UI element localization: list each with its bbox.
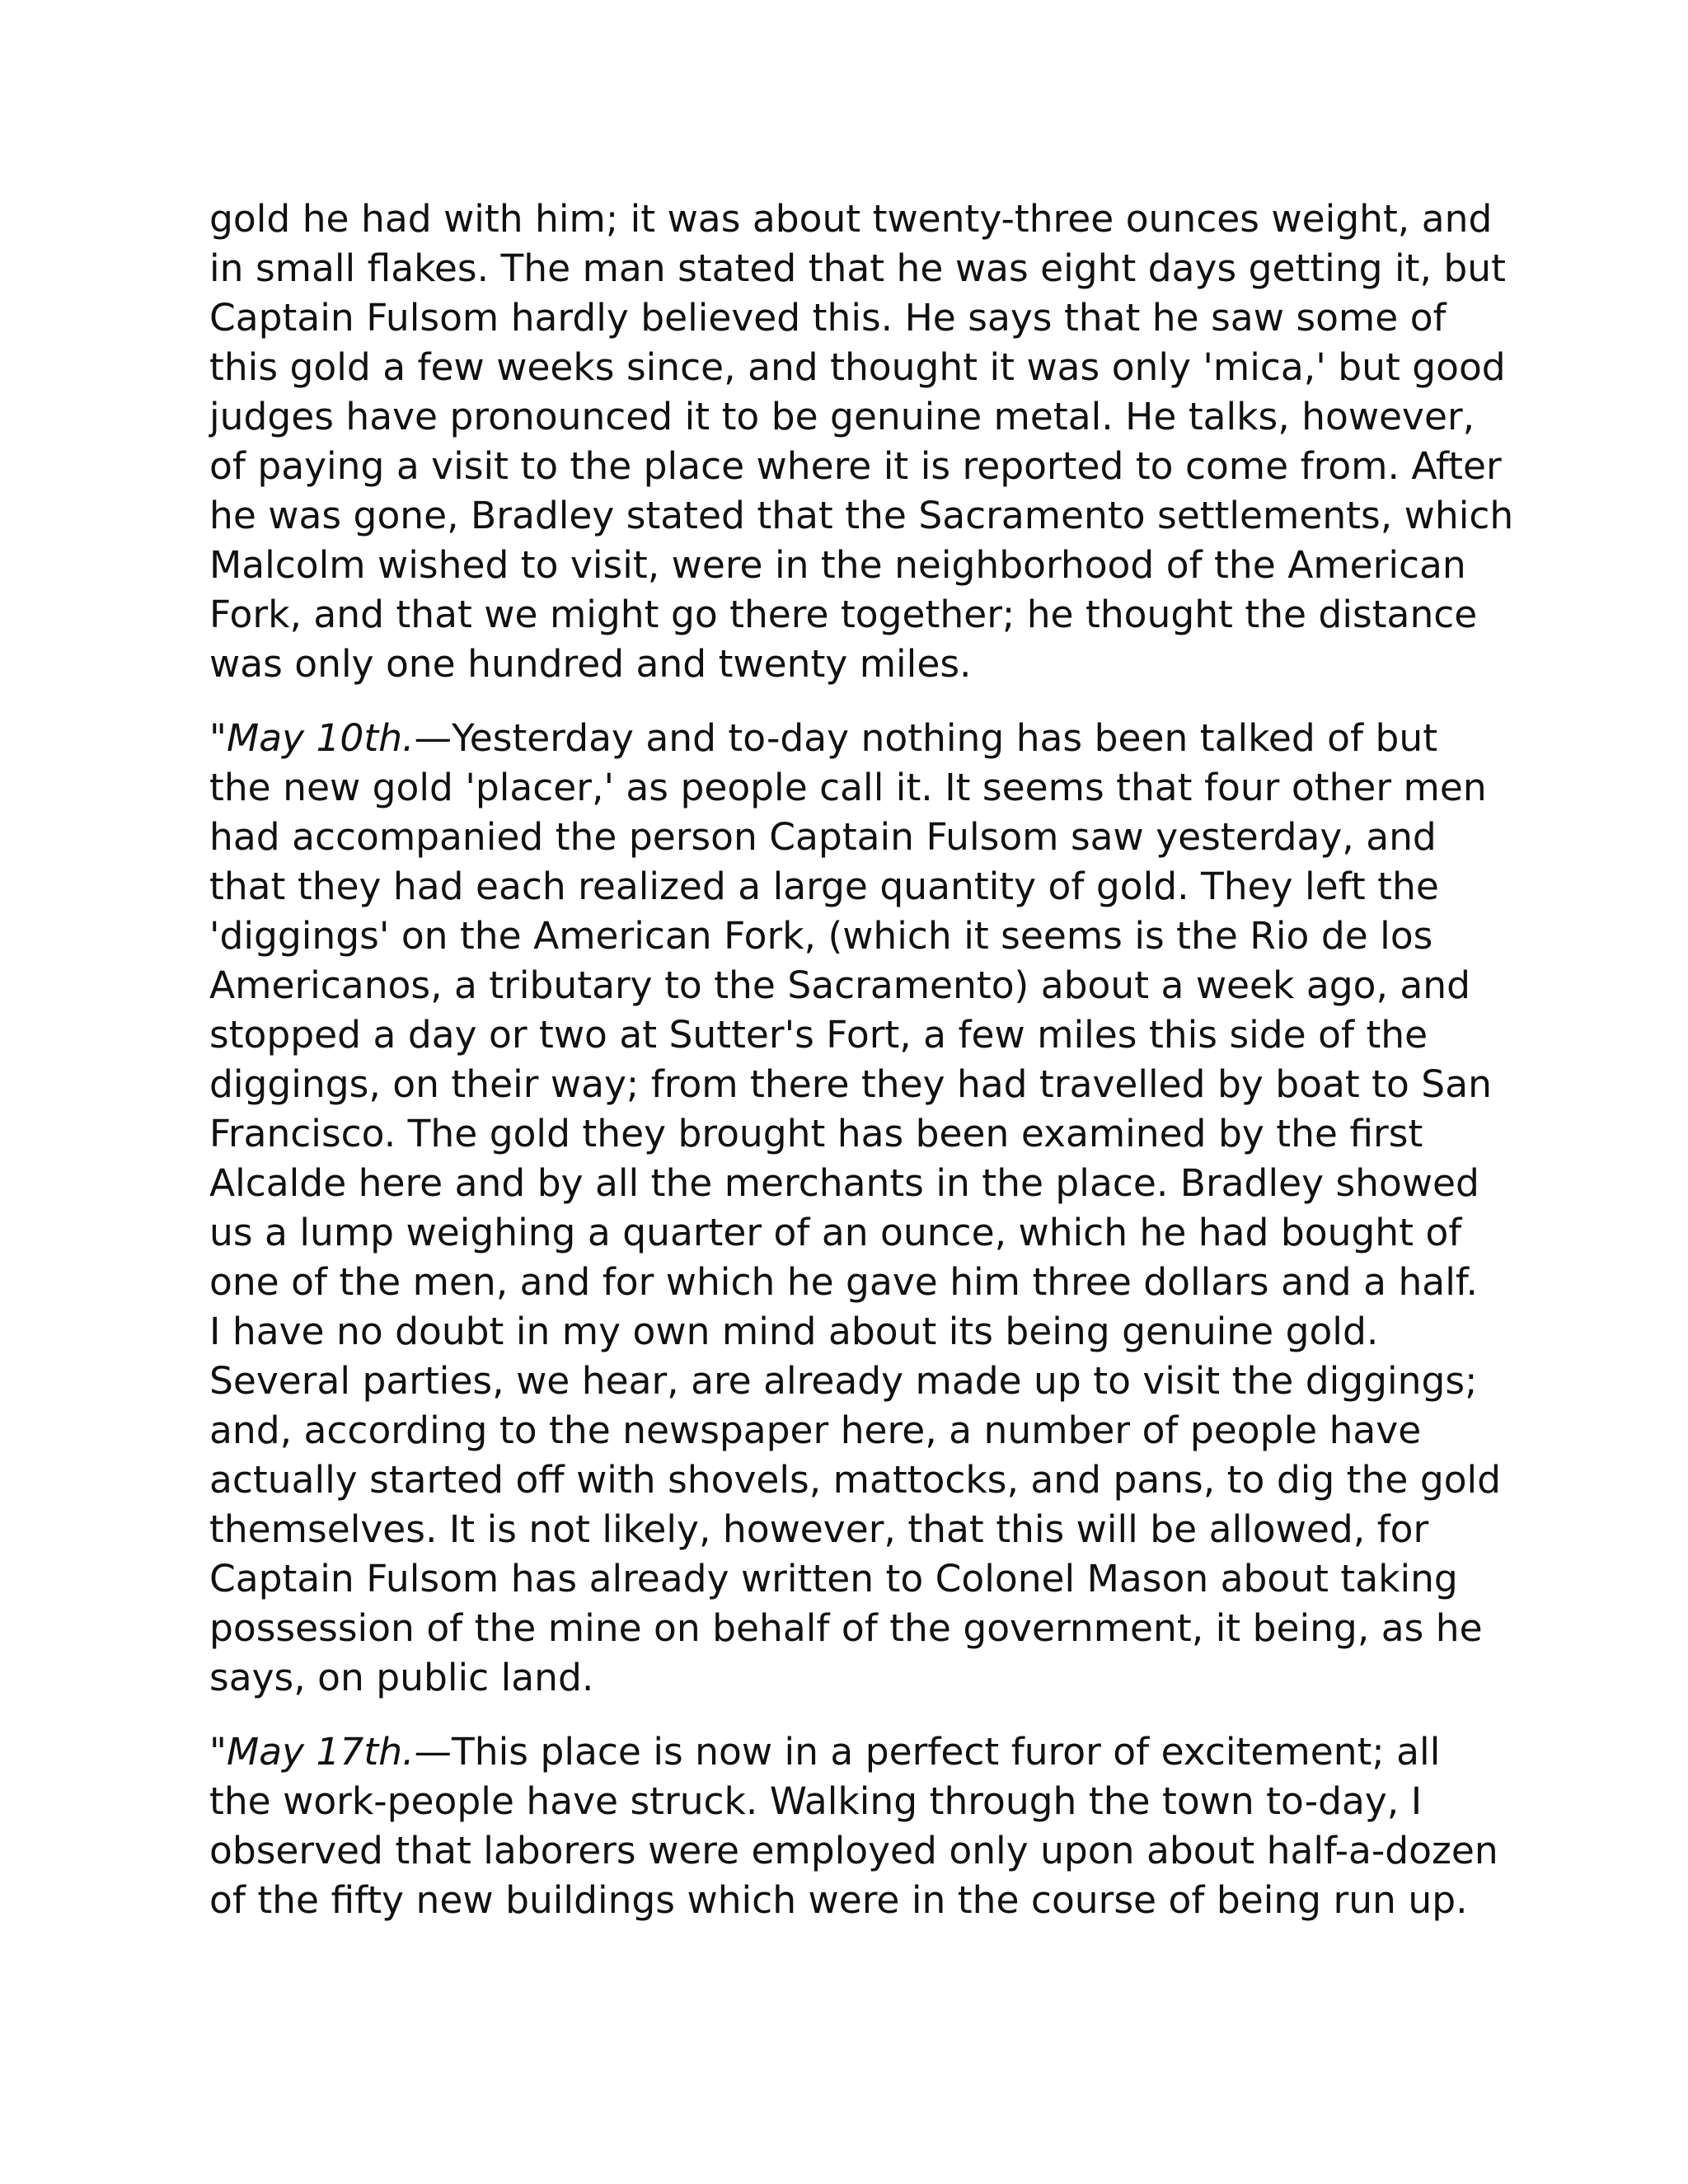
text-line: Americanos, a tributary to the Sacramento) about a week ago, and xyxy=(209,963,1470,1007)
text-line-first xyxy=(209,1727,1495,1777)
text-line: diggings, on their way; from there they had travelled by boat to San xyxy=(209,1062,1492,1106)
text-line: 'diggings' on the American Fork, (which it seems is the Rio de los xyxy=(209,914,1433,958)
paragraph-may-10 xyxy=(209,714,1502,1703)
text-line: Malcolm wished to visit, were in the neighborhood of the American xyxy=(209,543,1466,587)
text-line: possession of the mine on behalf of the government, it being, as he xyxy=(209,1606,1483,1650)
entry-text-start: —Yesterday and to-day nothing has been talked of but xyxy=(414,716,1438,760)
text-line: and, according to the newspaper here, a number of people have xyxy=(209,1408,1422,1452)
text-line: Alcalde here and by all the merchants in the place. Bradley showed xyxy=(209,1161,1479,1205)
text-line: Captain Fulsom hardly believed this. He says that he saw some of xyxy=(209,296,1447,340)
text-line: this gold a few weeks since, and thought it was only 'mica,' but good xyxy=(209,345,1506,389)
entry-text-start: —This place is now in a perfect furor of excitement; all xyxy=(414,1730,1441,1774)
text-line: in small flakes. The man stated that he was eight days getting it, but xyxy=(209,246,1506,290)
text-line: Fork, and that we might go there together; he thought the distance xyxy=(209,593,1478,636)
text-line: that they had each realized a large quantity of gold. They left the xyxy=(209,865,1439,908)
text-line: had accompanied the person Captain Fulsom saw yesterday, and xyxy=(209,815,1437,859)
text-line: says, on public land. xyxy=(209,1656,594,1699)
paragraph-continuation xyxy=(209,194,1514,689)
text-line: the work-people have struck. Walking through the town to-day, I xyxy=(209,1779,1423,1823)
entry-date: May 10th. xyxy=(226,716,415,760)
text-line: themselves. It is not likely, however, that this will be allowed, for xyxy=(209,1507,1429,1551)
text-line: us a lump weighing a quarter of an ounce, which he had bought of xyxy=(209,1211,1462,1254)
text-line: Several parties, we hear, are already made up to visit the diggings; xyxy=(209,1359,1478,1403)
document-page xyxy=(209,194,1514,1950)
text-line: Francisco. The gold they brought has been examined by the first xyxy=(209,1112,1423,1155)
text-line: of the fifty new buildings which were in the course of being run up. xyxy=(209,1878,1468,1922)
text-line: of paying a visit to the place where it is reported to come from. After xyxy=(209,444,1502,488)
text-line: actually started off with shovels, mattocks, and pans, to dig the gold xyxy=(209,1458,1502,1502)
text-line: judges have pronounced it to be genuine metal. He talks, however, xyxy=(209,395,1475,438)
text-line: Captain Fulsom has already written to Colonel Mason about taking xyxy=(209,1557,1458,1601)
entry-date: May 17th. xyxy=(226,1730,415,1774)
text-line: was only one hundred and twenty miles. xyxy=(209,642,972,686)
open-quote: " xyxy=(209,1730,227,1774)
text-line: observed that laborers were employed only upon about half-a-dozen xyxy=(209,1829,1498,1872)
open-quote: " xyxy=(209,716,227,760)
text-line: I have no doubt in my own mind about its being genuine gold. xyxy=(209,1310,1379,1353)
text-line: gold he had with him; it was about twenty-three ounces weight, and xyxy=(209,197,1493,241)
text-line-first xyxy=(209,714,1495,763)
text-line: stopped a day or two at Sutter's Fort, a few miles this side of the xyxy=(209,1013,1428,1057)
text-line: he was gone, Bradley stated that the Sacramento settlements, which xyxy=(209,494,1514,537)
text-line: one of the men, and for which he gave him three dollars and a half. xyxy=(209,1260,1479,1304)
paragraph-may-17 xyxy=(209,1727,1498,1925)
text-line: the new gold 'placer,' as people call it. It seems that four other men xyxy=(209,766,1487,809)
